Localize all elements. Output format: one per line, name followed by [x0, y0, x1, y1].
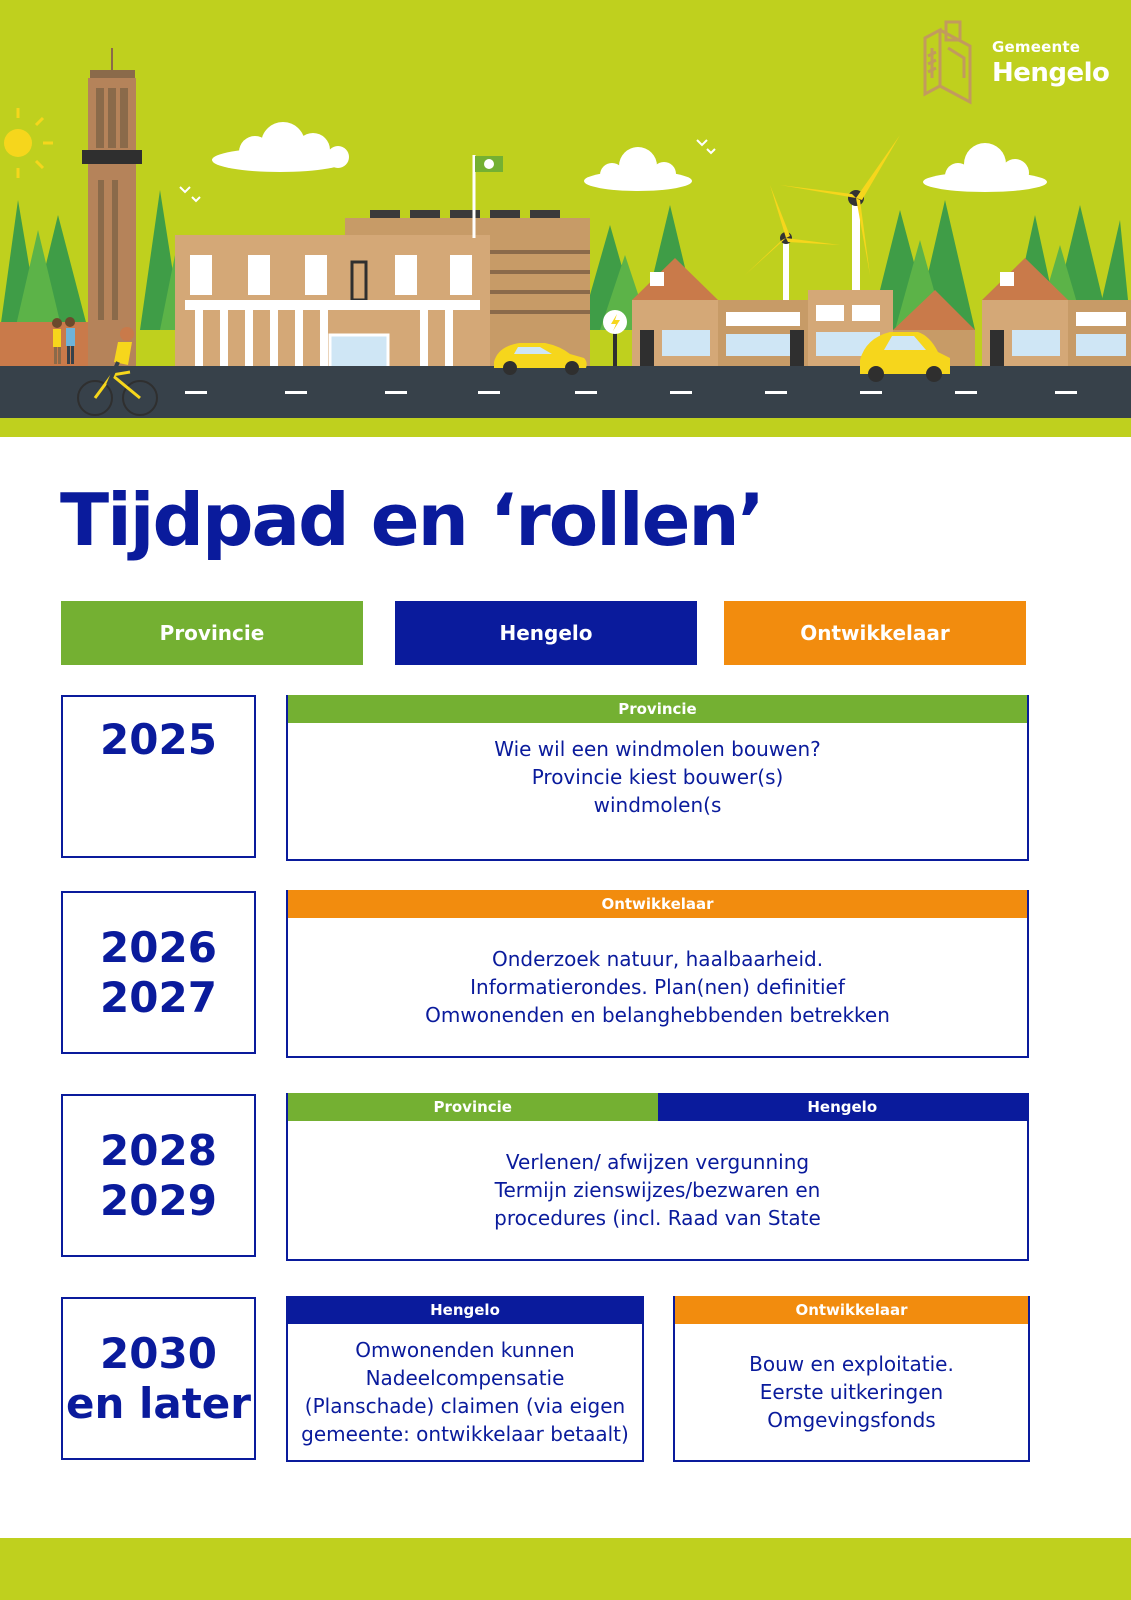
card-role-header — [288, 695, 1027, 723]
year-box-2025 — [61, 695, 256, 858]
card-role-header — [288, 1296, 642, 1324]
year-label: 2026 — [100, 922, 217, 972]
year-box-2028-2029 — [61, 1094, 256, 1257]
card-role-header — [288, 1093, 1027, 1121]
card-text-line: gemeente: ontwikkelaar betaalt) — [301, 1422, 629, 1446]
card-text-line: procedures (incl. Raad van State — [494, 1206, 821, 1230]
card-body — [288, 1324, 642, 1460]
timeline-card — [286, 1093, 1029, 1261]
legend-provincie — [61, 601, 363, 665]
role-tag-ontwikkelaar: Ontwikkelaar — [675, 1296, 1028, 1324]
year-label: 2028 — [100, 1125, 217, 1175]
footer-band — [0, 1538, 1131, 1600]
municipality-emblem-icon — [920, 18, 978, 108]
card-text-line: Nadeelcompensatie — [365, 1366, 565, 1390]
card-role-header — [675, 1296, 1028, 1324]
year-label: 2030 — [100, 1328, 217, 1378]
card-body — [288, 918, 1027, 1056]
role-tag-hengelo: Hengelo — [288, 1296, 642, 1324]
logo-line2: Hengelo — [992, 58, 1110, 88]
card-text-line: Omwonenden kunnen — [355, 1338, 575, 1362]
card-body — [675, 1324, 1028, 1460]
year-label: en later — [65, 1378, 252, 1428]
timeline-card — [286, 890, 1029, 1058]
card-text-line: Informatierondes. Plan(nen) definitief — [470, 975, 845, 999]
card-role-header — [288, 890, 1027, 918]
role-tag-ontwikkelaar: Ontwikkelaar — [288, 890, 1027, 918]
card-text-line: Verlenen/ afwijzen vergunning — [505, 1150, 810, 1174]
year-box-2030-en-later — [61, 1297, 256, 1460]
timeline-card — [286, 1296, 644, 1462]
card-text-line: Omgevingsfonds — [767, 1408, 936, 1432]
role-tag-hengelo: Hengelo — [658, 1093, 1028, 1121]
legend-hengelo — [395, 601, 697, 665]
year-label: 2027 — [100, 972, 217, 1022]
timeline-card — [673, 1296, 1030, 1462]
card-text-line: Eerste uitkeringen — [759, 1380, 944, 1404]
card-text-line: Termijn zienswijzes/bezwaren en — [494, 1178, 821, 1202]
card-text-line: (Planschade) claimen (via eigen — [304, 1394, 626, 1418]
card-body — [288, 1121, 1027, 1259]
year-box-2026-2027 — [61, 891, 256, 1054]
legend-label: Hengelo — [499, 621, 593, 645]
card-text-line: Omwonenden en belanghebbenden betrekken — [425, 1003, 890, 1027]
card-text-line: Provincie kiest bouwer(s) — [531, 765, 784, 789]
legend-label: Provincie — [159, 621, 265, 645]
card-text-line: Onderzoek natuur, haalbaarheid. — [491, 947, 824, 971]
timeline-card — [286, 695, 1029, 861]
legend-ontwikkelaar — [724, 601, 1026, 665]
church-tower-icon — [82, 48, 142, 368]
card-text-line: Bouw en exploitatie. — [749, 1352, 954, 1376]
role-tag-provincie: Provincie — [288, 1093, 658, 1121]
logo-line1: Gemeente — [992, 38, 1081, 56]
year-label: 2029 — [100, 1175, 217, 1225]
card-body — [288, 723, 1027, 859]
gemeente-hengelo-logo[interactable] — [920, 18, 1120, 108]
year-label: 2025 — [100, 715, 217, 764]
card-text-line: windmolen(s — [593, 793, 722, 817]
card-text-line: Wie wil een windmolen bouwen? — [494, 737, 821, 761]
role-tag-provincie: Provincie — [288, 695, 1027, 723]
page-title: Tijdpad en ‘rollen’ — [60, 478, 764, 562]
legend-label: Ontwikkelaar — [800, 621, 950, 645]
header-illustration — [0, 0, 1131, 437]
